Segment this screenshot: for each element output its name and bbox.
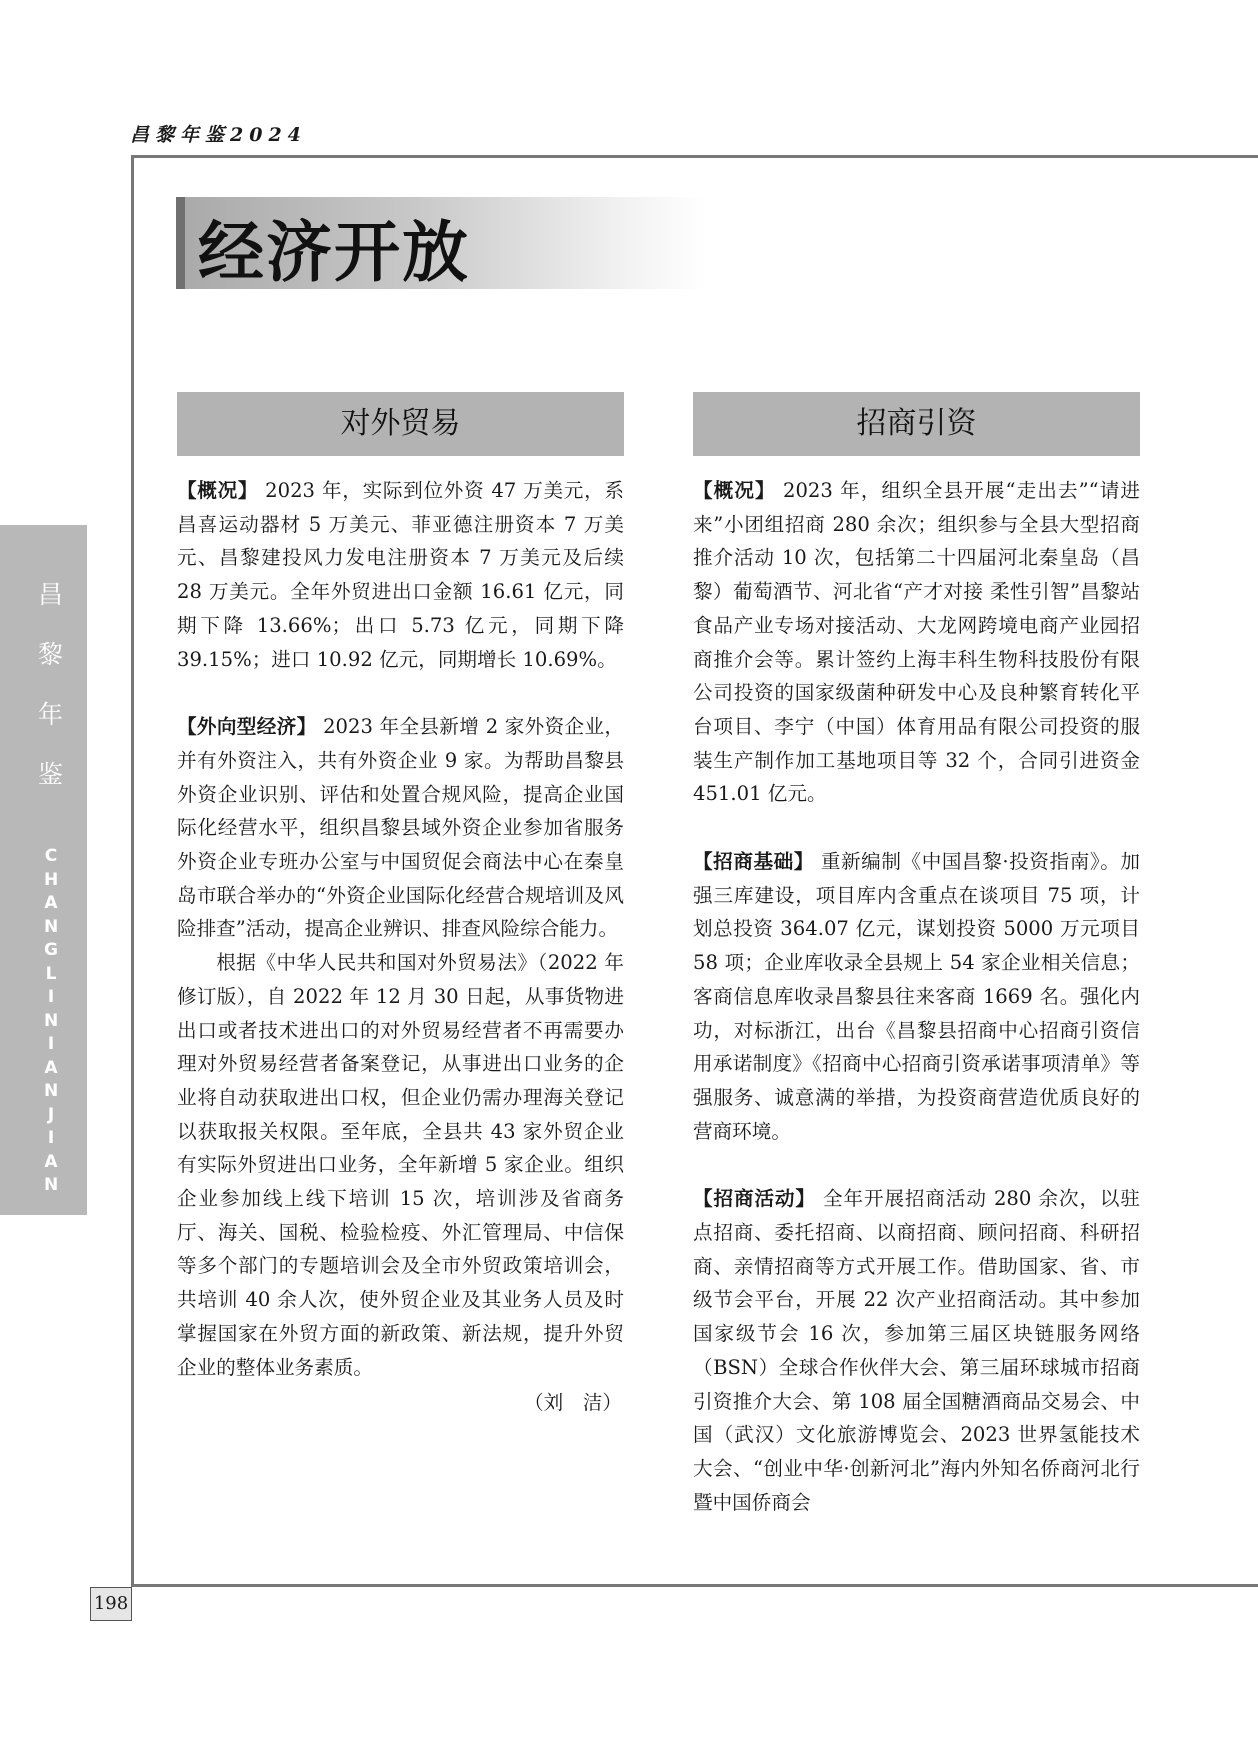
side-letter: C xyxy=(44,846,58,866)
section-heading-investment: 招商引资 xyxy=(693,392,1140,456)
side-letter: L xyxy=(45,963,57,984)
paragraph-label: 【概况】 xyxy=(693,479,776,502)
side-tab-pinyin xyxy=(44,845,58,1198)
paragraph-text: 全年开展招商活动 280 余次，以驻点招商、委托招商、以商招商、顾问招商、科研招商、亲情招商等方式开展工作。借助国家、省、市级节会平台，开展 22 次产业招商活动。其中参加国家级节会 16 次，参加第三届区块链服务网络（BSN）全球合作伙伴大会、第三届环球城市招商引资推介大会、第 108 届全国糖酒商品交易会、中国（武汉）文化旅游博览会、2023 世界氢能技术大会、“创业中华·创新河北”海内外知名侨商河北行暨中国侨商会 xyxy=(693,1187,1140,1514)
paragraph-export-economy xyxy=(177,710,624,946)
section-heading-foreign-trade: 对外贸易 xyxy=(177,392,624,456)
paragraph-investment-basis xyxy=(693,845,1140,1148)
side-char: 鉴 xyxy=(38,760,64,789)
side-letter: G xyxy=(44,940,58,960)
side-letter: I xyxy=(47,1128,55,1148)
paragraph-text: 2023 年，组织全县开展“走出去”“请进来”小团组招商 280 余次；组织参与全县大型招商推介活动 10 次，包括第二十四届河北秦皇岛（昌黎）葡萄酒节、河北省“产才对接 柔性引智”昌黎站食品产业专场对接活动、大龙网跨境电商产业园招商推介会等。累计签约上海丰科生物科技股份有限公司投资的国家级菌种研发中心及良种繁育转化平台项目、李宁（中国）体育用品有限公司投资的服装生产制作加工基地项目等 32 个，合同引进资金 451.01 亿元。 xyxy=(693,479,1141,806)
side-letter: A xyxy=(44,1057,58,1078)
side-letter: N xyxy=(44,1081,59,1101)
side-letter: I xyxy=(47,987,55,1007)
paragraph-label: 【招商活动】 xyxy=(693,1187,816,1211)
page-number: 198 xyxy=(90,1587,132,1621)
side-letter: J xyxy=(47,1104,55,1125)
side-letter: A xyxy=(44,893,58,913)
right-column xyxy=(693,392,1140,1519)
paragraph-trade-law: 根据《中华人民共和国对外贸易法》（2022 年修订版），自 2022 年 12 月 30 日起，从事货物进出口或者技术进出口的对外贸易经营者不再需要办理对外贸易经营者备案登记，从事进出口业务的企业将自动获取进出口权，但企业仍需办理海关登记以获取报关权限。至年底，全县共 43 家外贸企业有实际外贸进出口业务，全年新增 5 家企业。组织企业参加线上线下培训 15 次，培训涉及省商务厅、海关、国税、检验检疫、外汇管理局、中信保等多个部门的专题培训会及全市外贸政策培训会，共培训 40 余人次，使外贸企业及其业务人员及时掌握国家在外贸方面的新政策、新法规，提升外贸企业的整体业务素质。 xyxy=(177,951,624,1379)
page-frame-bottom xyxy=(131,1584,1258,1587)
running-header: 昌黎年鉴2024 xyxy=(130,124,307,146)
side-tab xyxy=(0,525,87,1215)
paragraph-text: 2023 年，实际到位外资 47 万美元，系昌喜运动器材 5 万美元、菲亚德注册资本 7 万美元、昌黎建投风力发电注册资本 7 万美元及后续 28 万美元。全年外贸进出口金额 16.61 亿元，同期下降 13.66%；出口 5.73 亿元，同期下降 39.15%；进口 10.92 亿元，同期增长 10.69%。 xyxy=(177,479,624,671)
paragraph-label: 【招商基础】 xyxy=(693,850,815,874)
side-letter: A xyxy=(44,1151,58,1172)
paragraph-overview xyxy=(177,474,624,676)
left-column xyxy=(177,392,624,1420)
side-letter: N xyxy=(44,916,59,937)
paragraph-label: 【概况】 xyxy=(177,479,259,502)
paragraph-investment-activities xyxy=(693,1182,1140,1519)
side-char: 昌 xyxy=(38,580,64,609)
side-char: 年 xyxy=(38,700,64,729)
side-letter: N xyxy=(44,1010,59,1031)
side-tab-chinese xyxy=(38,565,62,805)
paragraph-overview xyxy=(693,474,1140,811)
paragraph-label: 【外向型经济】 xyxy=(177,715,317,739)
chapter-title: 经济开放 xyxy=(198,214,470,291)
paragraph-text: 重新编制《中国昌黎·投资指南》。加强三库建设，项目库内含重点在谈项目 75 项，计划总投资 364.07 亿元，谋划投资 5000 万元项目 58 项；企业库收录全县规上 54 家企业相关信息；客商信息库收录昌黎县往来客商 1669 名。强化内功，对标浙江，出台《昌黎县招商中心招商引资信用承诺制度》《招商中心招商引资承诺事项清单》等强服务、诚意满的举措，为投资商营造优质良好的营商环境。 xyxy=(693,850,1141,1143)
paragraph-text: 2023 年全县新增 2 家外资企业，并有外资注入，共有外资企业 9 家。为帮助昌黎县外资企业识别、评估和处置合规风险，提高企业国际化经营水平，组织昌黎县域外资企业参加省服务外资企业专班办公室与中国贸促会商法中心在秦皇岛市联合举办的“外资企业国际化经营合规培训及风险排查”活动，提高企业辨识、排查风险综合能力。 xyxy=(177,715,624,941)
author-signature: （刘 洁） xyxy=(524,1391,622,1415)
page-frame-left xyxy=(131,155,134,1587)
side-letter: I xyxy=(47,1034,55,1054)
side-char: 黎 xyxy=(38,640,64,669)
banner-accent-bar xyxy=(176,197,185,289)
page-frame-top xyxy=(133,155,1258,158)
side-letter: H xyxy=(44,869,59,890)
chapter-banner xyxy=(176,197,706,289)
side-letter: N xyxy=(44,1175,59,1195)
